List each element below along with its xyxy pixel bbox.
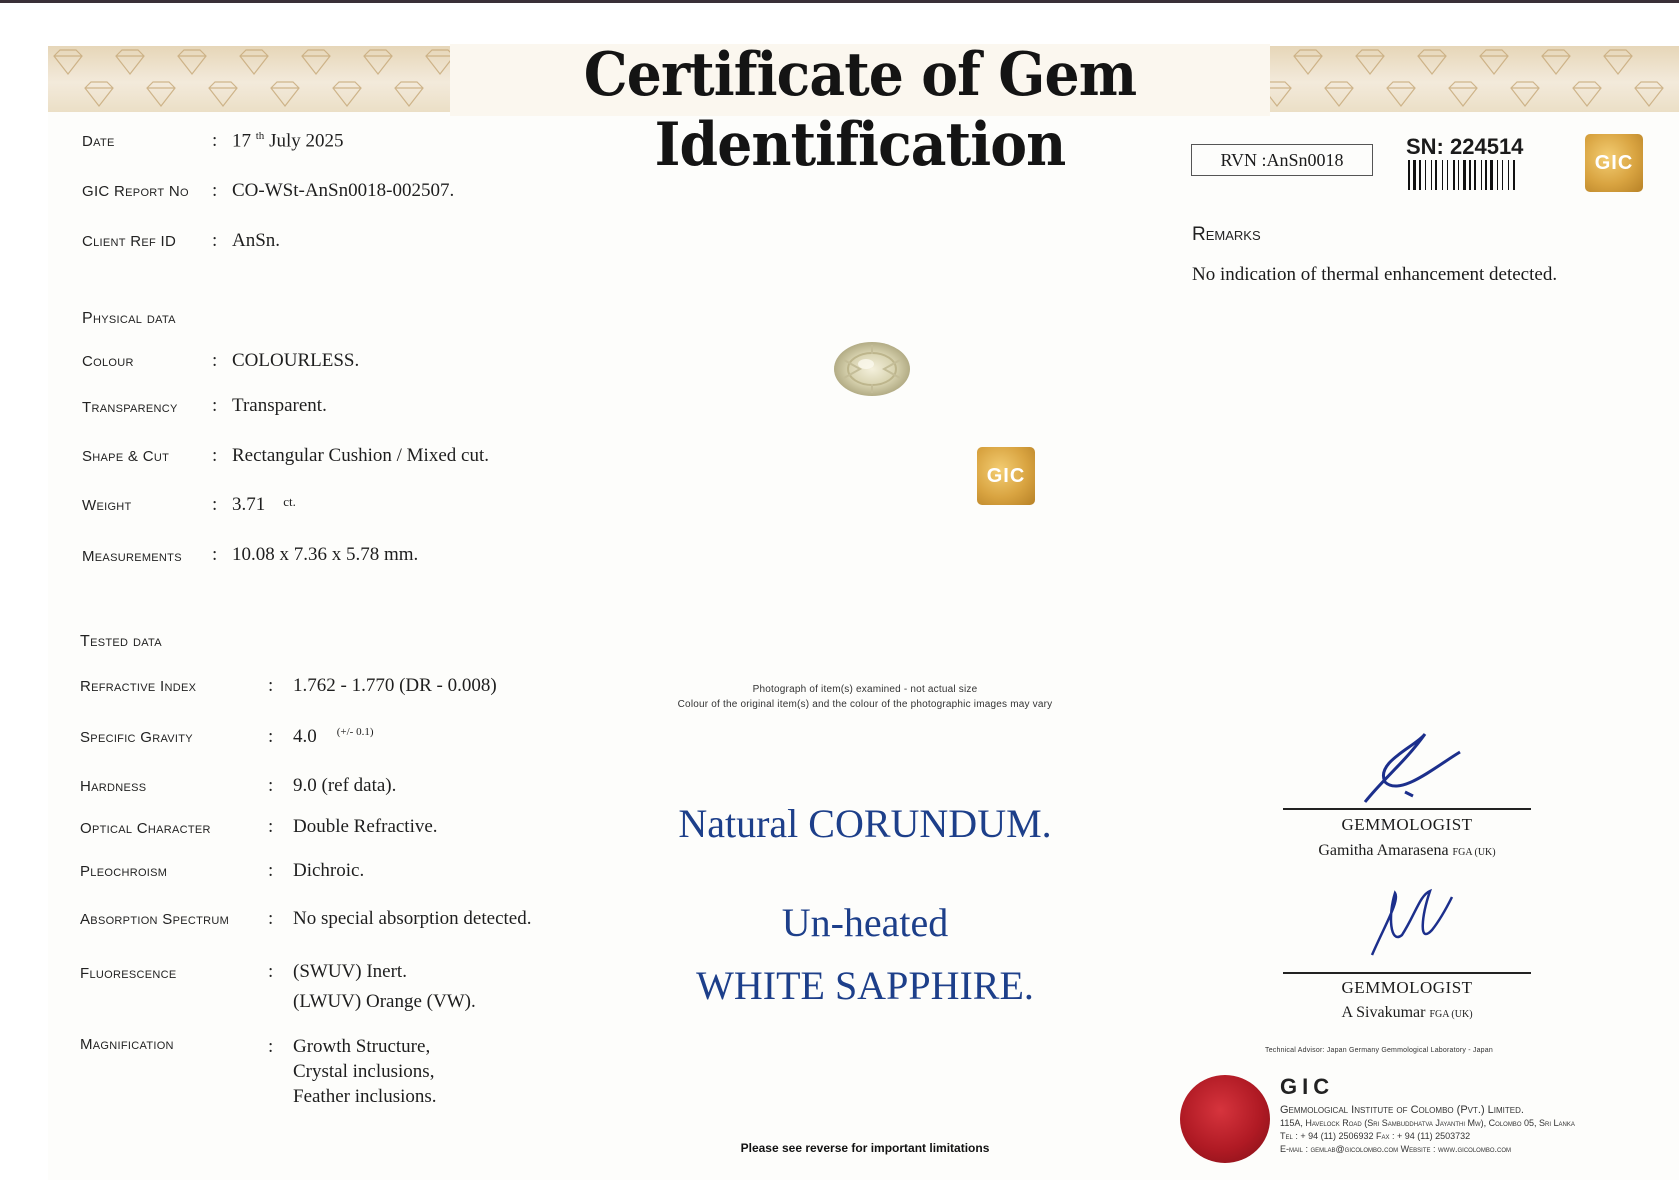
report-no-value: CO-WSt-AnSn0018-002507.: [232, 180, 455, 201]
shape-cut-label: Shape & Cut: [82, 448, 170, 465]
measurements-value: 10.08 x 7.36 x 5.78 mm.: [232, 544, 419, 565]
diamond-motif: [1480, 50, 1508, 74]
magnification-line-2: Crystal inclusions,: [293, 1061, 435, 1082]
colon: :: [268, 1036, 274, 1057]
remarks-text: No indication of thermal enhancement detected.: [1192, 264, 1558, 285]
barcode-bar: [1497, 160, 1498, 190]
institute-contact: E-mail : gemlab@gicolombo.com Website : www.gicolombo.com: [1280, 1144, 1511, 1154]
diamond-motif: [302, 50, 330, 74]
magnification-label: Magnification: [80, 1036, 174, 1053]
identification-species: Natural CORUNDUM.: [678, 801, 1052, 846]
refractive-index-value: 1.762 - 1.770 (DR - 0.008): [293, 675, 497, 696]
barcode-bar: [1463, 160, 1466, 190]
gemmologist-name-1: Gamitha Amarasena FGA (UK): [1318, 842, 1496, 859]
diamond-motif: [333, 82, 361, 106]
barcode-bar: [1431, 160, 1432, 190]
transparency-label: Transparency: [82, 399, 178, 416]
colon: :: [212, 180, 218, 201]
top-border: [0, 0, 1679, 3]
diamond-motif: [1542, 50, 1570, 74]
barcode-bar: [1513, 160, 1515, 190]
colon: :: [212, 395, 218, 416]
diamond-motif: [1573, 82, 1601, 106]
colour-value: COLOURLESS.: [232, 350, 360, 371]
weight-label: Weight: [82, 497, 132, 514]
barcode-bar: [1474, 160, 1476, 190]
barcode-bar: [1458, 160, 1459, 190]
colon: :: [212, 544, 218, 565]
barcode-bar: [1419, 160, 1421, 190]
fluorescence-lwuv: (LWUV) Orange (VW).: [293, 991, 476, 1012]
institute-name: Gemmological Institute of Colombo (Pvt.) Limited.: [1280, 1104, 1524, 1116]
gic-logo: GIC: [1585, 134, 1643, 192]
colon: :: [212, 445, 218, 466]
identification-treatment: Un-heated: [781, 900, 949, 945]
identification-variety: WHITE SAPPHIRE.: [696, 963, 1034, 1008]
physical-data-heading: Physical data: [82, 310, 176, 327]
diamond-motif: [364, 50, 392, 74]
fluorescence-label: Fluorescence: [80, 965, 177, 982]
colon: :: [268, 675, 274, 696]
gemmologist-name-2: A Sivakumar FGA (UK): [1341, 1004, 1473, 1021]
optical-character-value: Double Refractive.: [293, 816, 438, 837]
barcode-bar: [1425, 160, 1426, 190]
barcode-bar: [1508, 160, 1509, 190]
colon: :: [268, 816, 274, 837]
gemstone-photo: [832, 340, 912, 398]
diamond-motif: [1418, 50, 1446, 74]
diamond-motif: [1449, 82, 1477, 106]
diamond-motif: [1294, 50, 1322, 74]
absorption-spectrum-label: Absorption Spectrum: [80, 911, 230, 928]
colon: :: [212, 494, 218, 515]
diamond-motif: [116, 50, 144, 74]
shape-cut-value: Rectangular Cushion / Mixed cut.: [232, 445, 489, 466]
fluorescence-swuv: (SWUV) Inert.: [293, 961, 407, 982]
specific-gravity-label: Specific Gravity: [80, 729, 193, 746]
colon: :: [212, 230, 218, 251]
certificate-title: Certificate of Gem Identification: [583, 40, 1137, 180]
report-no-label: GIC Report No: [82, 183, 189, 200]
signature-line: [1283, 808, 1531, 810]
diamond-motif: [1387, 82, 1415, 106]
optical-character-label: Optical Character: [80, 820, 211, 837]
measurements-label: Measurements: [82, 548, 182, 565]
refractive-index-label: Refractive Index: [80, 678, 197, 695]
colon: :: [212, 350, 218, 371]
diamond-motif: [147, 82, 175, 106]
diamond-motif: [271, 82, 299, 106]
barcode-bar: [1447, 160, 1448, 190]
photo-note-2: Colour of the original item(s) and the colour of the photographic images may vary: [677, 699, 1053, 710]
institute-address: 115A, Havelock Road (Sri Sambuddhatva Jayanthi Mw), Colombo 05, Sri Lanka: [1280, 1118, 1575, 1128]
diamond-motif: [240, 50, 268, 74]
pleochroism-label: Pleochroism: [80, 863, 168, 880]
date-label: Date: [82, 133, 115, 150]
absorption-spectrum-value: No special absorption detected.: [293, 908, 532, 929]
barcode-bar: [1413, 160, 1416, 190]
diamond-motif: [1604, 50, 1632, 74]
magnification-line-1: Growth Structure,: [293, 1036, 431, 1057]
barcode: [1408, 160, 1530, 190]
weight-value: 3.71 $^{ct.}$: [232, 494, 296, 515]
institute-short-name: GIC: [1280, 1074, 1335, 1099]
barcode-bar: [1435, 160, 1437, 190]
gemmologist-title-1: GEMMOLOGIST: [1341, 815, 1473, 834]
tested-data-heading: Tested data: [80, 633, 162, 650]
signature-2: [1360, 885, 1460, 970]
technical-advisor: Technical Advisor: Japan Germany Gemmological Laboratory - Japan: [1265, 1047, 1493, 1054]
institute-phone: Tel : + 94 (11) 2506932 Fax : + 94 (11) 2503732: [1280, 1131, 1471, 1141]
date-value: 17 $^{th}$ July 2025: [232, 130, 344, 152]
rvn-box: RVN :AnSn0018: [1191, 144, 1373, 176]
serial-number: SN: 224514: [1406, 134, 1524, 159]
colon: :: [268, 908, 274, 929]
barcode-bar: [1408, 160, 1410, 190]
barcode-bar: [1469, 160, 1471, 190]
specific-gravity-value: 4.0 $^{(+/- 0.1)}$: [293, 726, 374, 747]
gemmologist-title-2: GEMMOLOGIST: [1341, 978, 1473, 997]
diamond-motif: [178, 50, 206, 74]
diamond-motif: [85, 82, 113, 106]
colon: :: [212, 130, 218, 151]
barcode-bar: [1481, 160, 1482, 190]
client-ref-value: AnSn.: [232, 230, 281, 251]
gic-logo: GIC: [977, 447, 1035, 505]
diamond-motif: [1635, 82, 1663, 106]
barcode-bar: [1485, 160, 1487, 190]
diamond-motif: [1511, 82, 1539, 106]
barcode-bar: [1453, 160, 1455, 190]
colon: :: [268, 860, 274, 881]
diamond-motif: [1356, 50, 1384, 74]
colon: :: [268, 961, 274, 982]
barcode-bar: [1442, 160, 1443, 190]
diamond-motif: [209, 82, 237, 106]
barcode-bar: [1490, 160, 1493, 190]
signature-line: [1283, 972, 1531, 974]
wax-seal: [1180, 1075, 1270, 1163]
diamond-motif: [395, 82, 423, 106]
hardness-label: Hardness: [80, 778, 147, 795]
pleochroism-value: Dichroic.: [293, 860, 365, 881]
remarks-heading: Remarks: [1192, 224, 1261, 245]
footer-note: Please see reverse for important limitations: [740, 1141, 990, 1155]
client-ref-label: Client Ref ID: [82, 233, 177, 250]
signature-1: [1345, 722, 1470, 812]
photo-note-1: Photograph of item(s) examined - not actual size: [752, 684, 978, 695]
colon: :: [268, 775, 274, 796]
colon: :: [268, 726, 274, 747]
transparency-value: Transparent.: [232, 395, 327, 416]
diamond-motif: [1325, 82, 1353, 106]
barcode-bar: [1502, 160, 1503, 190]
diamond-motif: [54, 50, 82, 74]
hardness-value: 9.0 (ref data).: [293, 775, 397, 796]
magnification-line-3: Feather inclusions.: [293, 1086, 437, 1107]
colour-label: Colour: [82, 353, 134, 370]
